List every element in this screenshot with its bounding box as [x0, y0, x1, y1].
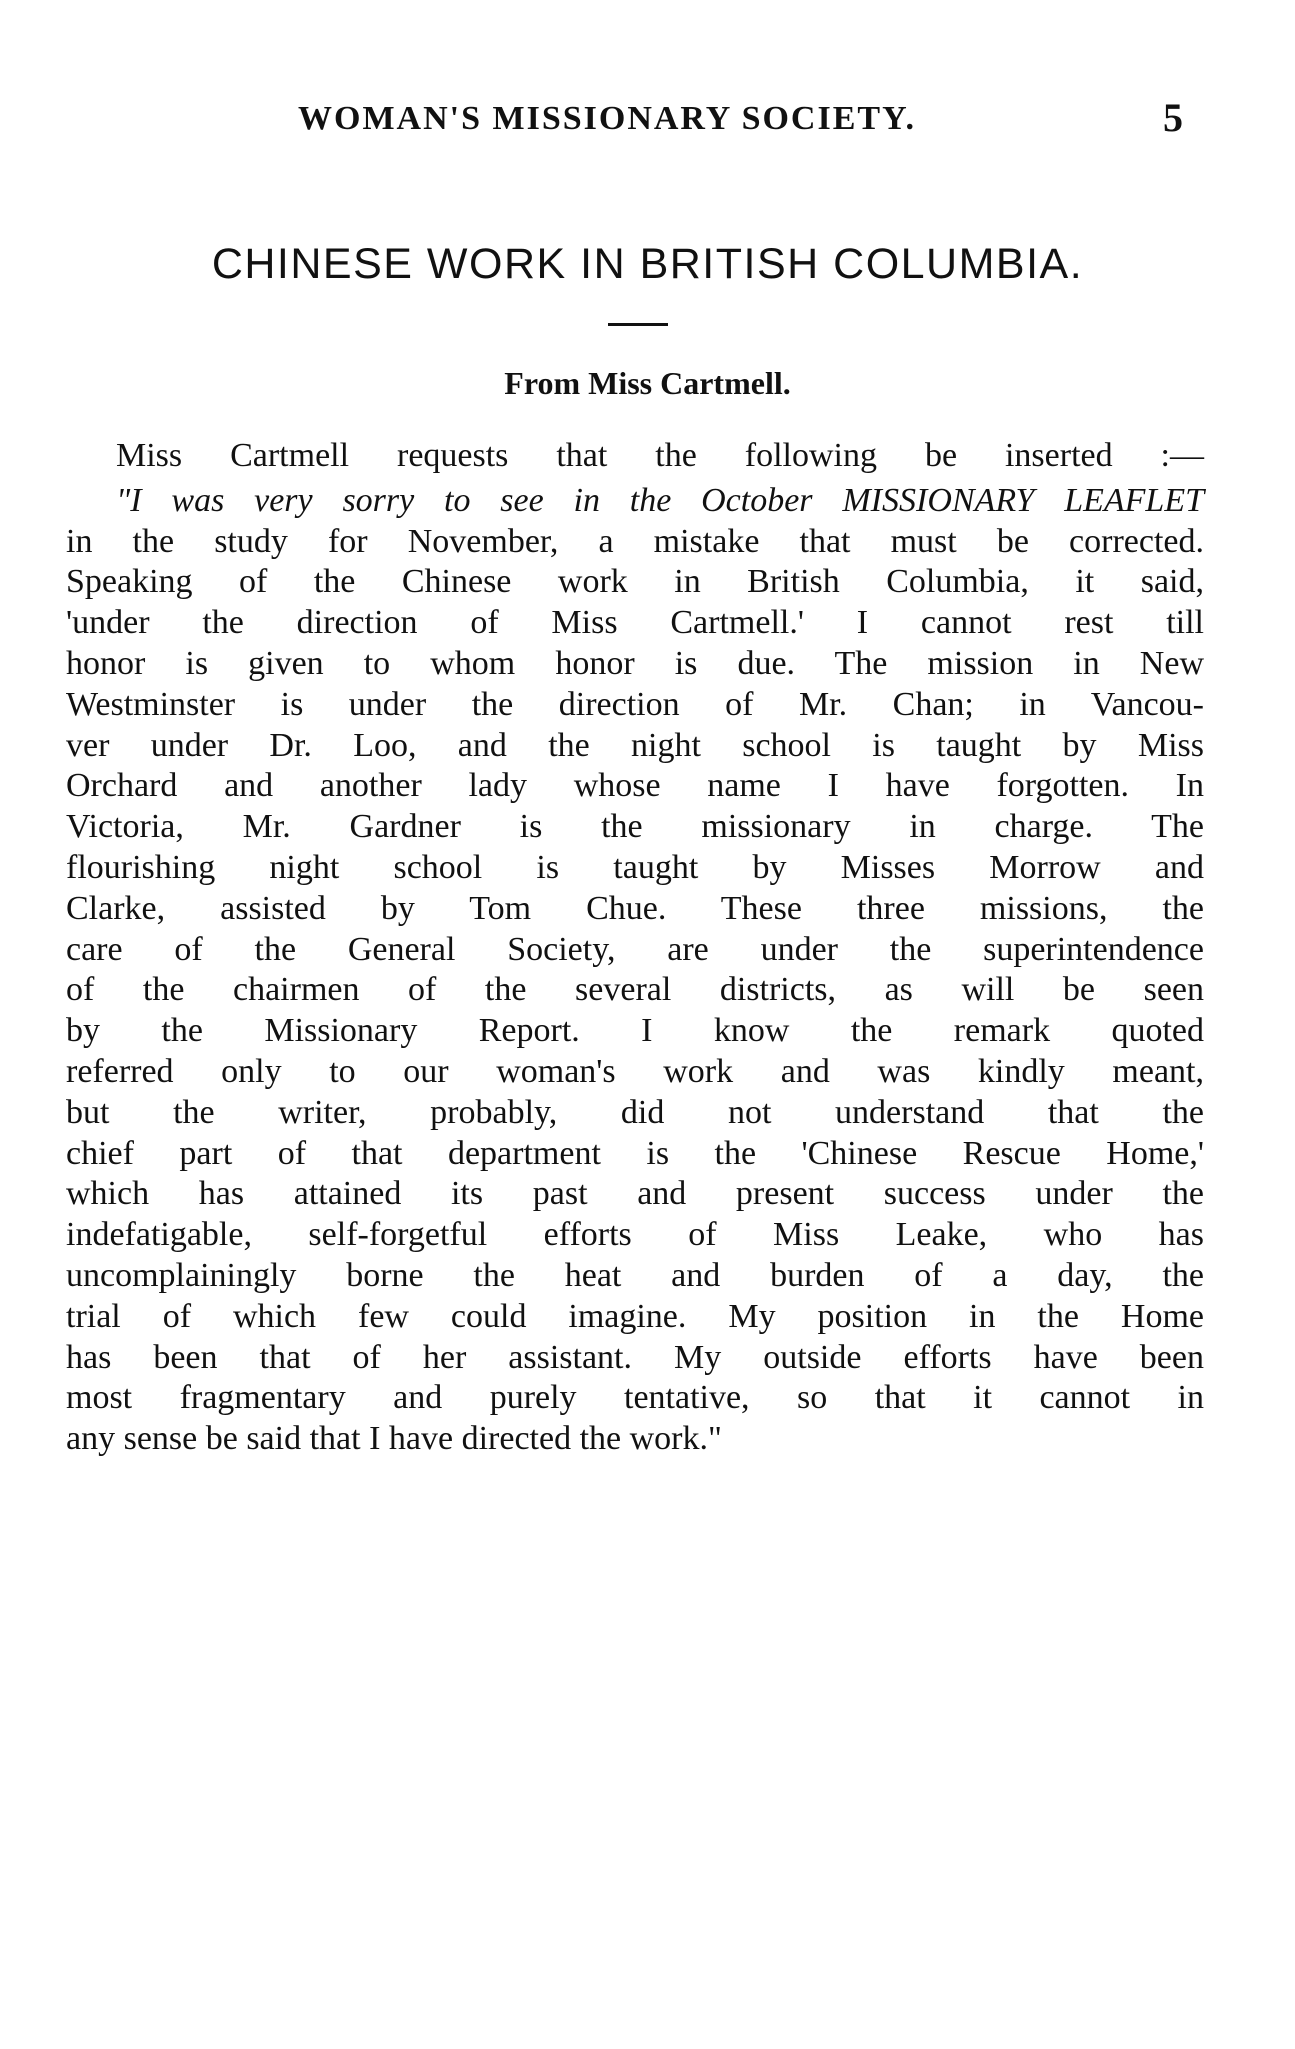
letter-line: honor is given to whom honor is due. The mission in New — [66, 644, 1204, 682]
letter-line: "I was very sorry to see in the October MISSIONARY LEAFLET — [116, 481, 1204, 519]
letter-line: referred only to our woman's work and was kindly meant, — [66, 1052, 1204, 1090]
letter-line: Clarke, assisted by Tom Chue. These three missions, the — [66, 889, 1204, 927]
letter-line: by the Missionary Report. I know the remark quoted — [66, 1012, 1204, 1050]
intro-line: Miss Cartmell requests that the following be inserted :— — [116, 437, 1204, 474]
letter-line: Orchard and another lady whose name I have forgotten. In — [66, 767, 1204, 805]
running-title: WOMAN'S MISSIONARY SOCIETY. — [298, 100, 917, 137]
letter-line: care of the General Society, are under the superintendence — [66, 930, 1204, 968]
letter-line: but the writer, probably, did not understand that the — [66, 1093, 1204, 1131]
letter-line: Victoria, Mr. Gardner is the missionary in charge. The — [66, 808, 1204, 846]
letter-line: 'under the direction of Miss Cartmell.' I cannot rest till — [66, 604, 1204, 642]
byline: From Miss Cartmell. — [504, 365, 791, 401]
article-body — [66, 436, 1204, 1460]
running-head — [0, 95, 1295, 160]
title-divider — [608, 323, 668, 326]
letter-line: uncomplainingly borne the heat and burden of a day, the — [66, 1256, 1204, 1294]
letter-line: Speaking of the Chinese work in British Columbia, it said, — [66, 563, 1204, 601]
letter-line: trial of which few could imagine. My position in the Home — [66, 1297, 1204, 1335]
letter-line: indefatigable, self-forgetful efforts of Miss Leake, who has — [66, 1216, 1204, 1254]
letter-line: which has attained its past and present success under the — [66, 1175, 1204, 1213]
letter-line: flourishing night school is taught by Misses Morrow and — [66, 848, 1204, 886]
article-title: CHINESE WORK IN BRITISH COLUMBIA. — [211, 240, 1084, 288]
letter-line: most fragmentary and purely tentative, so that it cannot in — [66, 1379, 1204, 1417]
letter-line: of the chairmen of the several districts, as will be seen — [66, 971, 1204, 1009]
letter-line: in the study for November, a mistake that must be corrected. — [66, 522, 1204, 560]
letter-line: chief part of that department is the 'Chinese Rescue Home,' — [66, 1134, 1204, 1172]
letter-line: has been that of her assistant. My outside efforts have been — [66, 1338, 1204, 1376]
page-number: 5 — [1163, 95, 1183, 140]
letter-line: Westminster is under the direction of Mr. Chan; in Vancou- — [66, 685, 1204, 723]
letter-line: any sense be said that I have directed the work." — [66, 1420, 722, 1458]
letter-line: ver under Dr. Loo, and the night school is taught by Miss — [66, 726, 1204, 764]
